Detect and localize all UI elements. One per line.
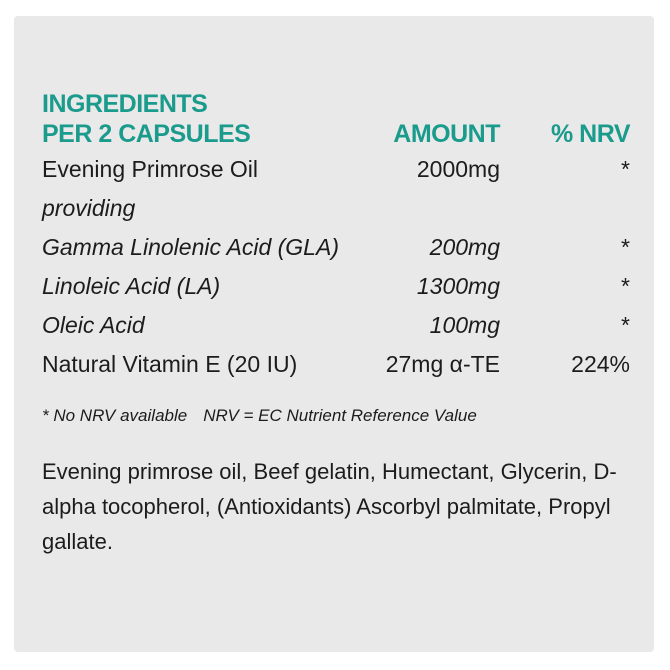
row-nrv: * xyxy=(621,234,630,260)
row-nrv: * xyxy=(621,312,630,338)
row-name: Evening Primrose Oil xyxy=(42,156,259,182)
row-nrv: 224% xyxy=(571,351,630,377)
header-amount: AMOUNT xyxy=(393,120,500,148)
row-name: Oleic Acid xyxy=(42,312,145,338)
ingredients-panel xyxy=(14,16,654,652)
row-nrv: * xyxy=(621,156,630,182)
footnote xyxy=(42,404,630,444)
header-nrv: % NRV xyxy=(550,120,630,148)
table-row xyxy=(42,156,630,195)
table-row xyxy=(42,195,630,234)
table-row xyxy=(42,273,630,312)
row-amount: 100mg xyxy=(429,312,500,338)
row-amount: 27mg α-TE xyxy=(385,351,500,377)
header-row xyxy=(42,120,630,156)
row-nrv: * xyxy=(621,273,630,299)
ingredients-content xyxy=(42,88,630,559)
row-name: Linoleic Acid (LA) xyxy=(42,273,221,299)
table-row xyxy=(42,351,630,390)
header-per-capsules: PER 2 CAPSULES xyxy=(42,120,251,148)
footnote-nrv-definition: NRV = EC Nutrient Reference Value xyxy=(203,406,477,425)
row-name: Natural Vitamin E (20 IU) xyxy=(42,351,298,377)
table-row xyxy=(42,234,630,273)
table-row xyxy=(42,312,630,351)
row-amount: 2000mg xyxy=(416,156,500,182)
ingredients-list: Evening primrose oil, Beef gelatin, Humectant, Glycerin, D-alpha tocopherol, (Antioxidants) Ascorbyl palmitate, Propyl gallate. xyxy=(42,459,617,554)
footnote-no-nrv: * No NRV available xyxy=(42,406,188,425)
header-ingredients: INGREDIENTS xyxy=(42,90,208,118)
row-amount: 200mg xyxy=(429,234,500,260)
row-name: providing xyxy=(42,195,136,221)
row-amount: 1300mg xyxy=(416,273,500,299)
row-name: Gamma Linolenic Acid (GLA) xyxy=(42,234,339,260)
